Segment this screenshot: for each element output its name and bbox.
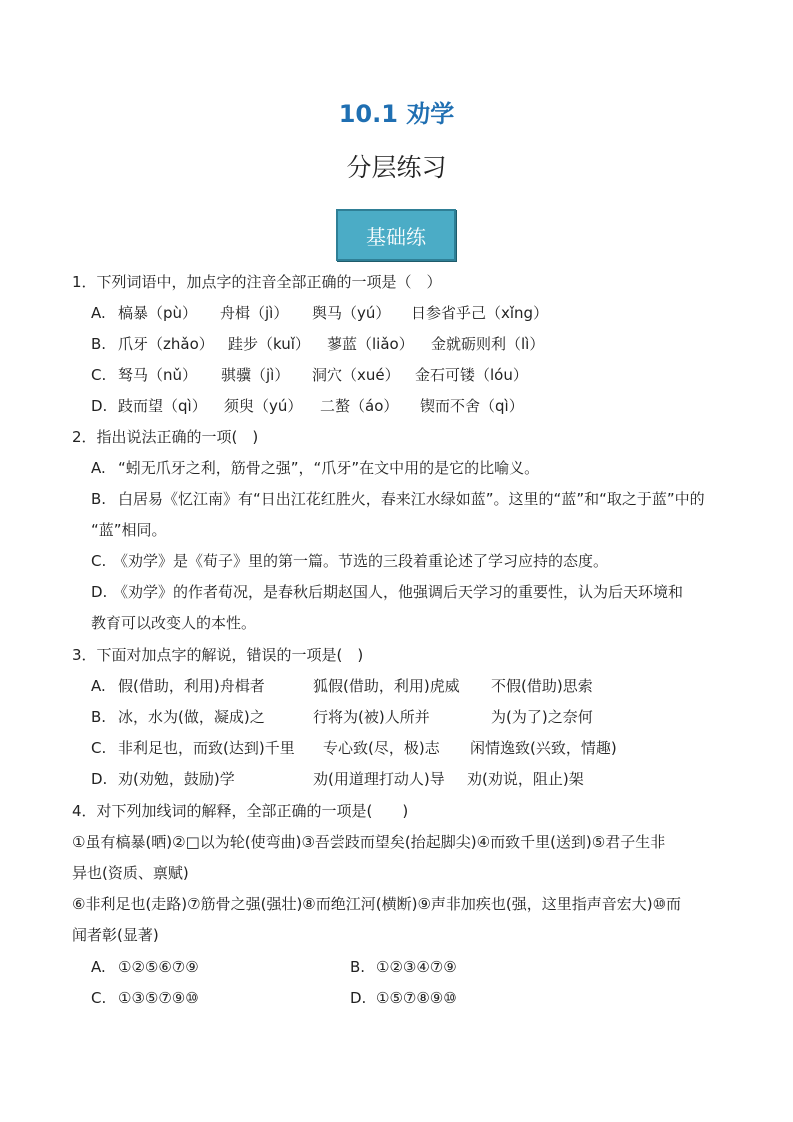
question-2-option-a-label: A. xyxy=(91,459,106,477)
page-title: 10.1 劝学 xyxy=(338,100,455,128)
question-1-option-a-label: A. xyxy=(91,304,106,322)
question-1-option-b-label: B. xyxy=(91,335,107,353)
question-4-line-1: ①虽有槁暴(晒)②□以为轮(使弯曲)③吾尝跂而望矣(抬起脚尖)④而致千里(送到)⑤君子生非 xyxy=(72,833,666,851)
question-1-option-b-item-2: 跬步（kuǐ） xyxy=(228,335,310,353)
question-3-stem: 3．下面对加点字的解说，错误的一项是( ) xyxy=(72,646,364,664)
page-subtitle: 分层练习 xyxy=(346,153,447,182)
question-4-option-d-label: D. xyxy=(350,989,367,1007)
question-1-option-d-item-3: 二螯（áo） xyxy=(320,397,399,415)
question-3-option-c-item-2: 专心致(尽，极)志 xyxy=(323,739,440,757)
question-3-option-a-item-2: 狐假(借助，利用)虎威 xyxy=(313,677,460,695)
question-1-stem: 1．下列词语中，加点字的注音全部正确的一项是（ ） xyxy=(72,273,442,291)
question-4-stem: 4．对下列加线词的解释，全部正确的一项是( ) xyxy=(72,802,409,820)
question-1-option-c-item-3: 洞穴（xué） xyxy=(312,366,400,384)
question-1-option-b-item-1: 爪牙（zhǎo） xyxy=(118,335,214,353)
question-3-option-a-label: A. xyxy=(91,677,106,695)
question-4-option-d-text: ①⑤⑦⑧⑨⑩ xyxy=(376,989,457,1007)
question-3-option-d-item-3: 劝(劝说，阻止)架 xyxy=(467,770,584,788)
question-2-option-c-label: C. xyxy=(91,552,107,570)
question-4-option-b-label: B. xyxy=(350,958,366,976)
question-2-option-b-label: B. xyxy=(91,490,107,508)
question-3-option-c-item-3: 闲情逸致(兴致，情趣) xyxy=(470,739,617,757)
question-3-option-b-item-1: 冰，水为(做，凝成)之 xyxy=(118,708,265,726)
question-1-option-c-item-4: 金石可镂（lóu） xyxy=(415,366,528,384)
question-3-option-d-item-2: 劝(用道理打动人)导 xyxy=(313,770,445,788)
question-4-option-c-label: C. xyxy=(91,989,107,1007)
question-3-option-a-item-1: 假(借助，利用)舟楫者 xyxy=(118,677,265,695)
question-3-option-c-label: C. xyxy=(91,739,107,757)
question-3-option-b-item-3: 为(为了)之奈何 xyxy=(491,708,593,726)
question-1-option-d-item-2: 须臾（yú） xyxy=(224,397,303,415)
question-1-option-a-item-3: 舆马（yú） xyxy=(312,304,391,322)
question-1-option-c-item-2: 骐骥（jì） xyxy=(221,366,290,384)
question-3-option-c-item-1: 非利足也，而致(达到)千里 xyxy=(118,739,295,757)
question-3-option-d-label: D. xyxy=(91,770,108,788)
question-2-option-d-text: 《劝学》的作者荀况，是春秋后期赵国人，他强调后天学习的重要性，认为后天环境和 xyxy=(113,583,684,601)
question-2-option-b-text: 白居易《忆江南》有“日出江花红胜火，春来江水绿如蓝”。这里的“蓝”和“取之于蓝”中的 xyxy=(118,490,705,508)
question-4-line-3: ⑥非利足也(走路)⑦筋骨之强(强壮)⑧而绝江河(横断)⑨声非加疾也(强，这里指声音宏大)⑩而 xyxy=(72,895,682,913)
question-2-stem: 2．指出说法正确的一项( ) xyxy=(72,428,259,446)
question-1-option-a-item-4: 日参省乎己（xǐng） xyxy=(411,304,549,322)
section-badge xyxy=(336,209,456,261)
question-4-line-2: 异也(资质、禀赋) xyxy=(72,864,189,882)
question-2-option-a-text: “蚓无爪牙之利，筋骨之强”，“爪牙”在文中用的是它的比喻义。 xyxy=(118,459,540,477)
question-1-option-b-item-4: 金就砺则利（lì） xyxy=(431,335,545,353)
question-3-option-b-item-2: 行将为(被)人所并 xyxy=(313,708,430,726)
question-2-option-c-text: 《劝学》是《荀子》里的第一篇。节选的三段着重论述了学习应持的态度。 xyxy=(113,552,609,570)
question-1-option-a-item-1: 槁暴（pù） xyxy=(118,304,198,322)
question-3-option-d-item-1: 劝(劝勉，鼓励)学 xyxy=(118,770,235,788)
question-1-option-c-label: C. xyxy=(91,366,107,384)
question-2-option-d-label: D. xyxy=(91,583,108,601)
question-4-option-b-text: ①②③④⑦⑨ xyxy=(376,958,457,976)
question-1-option-d-item-4: 锲而不舍（qì） xyxy=(420,397,524,415)
question-4-line-4: 闻者彰(显著) xyxy=(72,926,159,944)
question-1-option-c-item-1: 驽马（nǔ） xyxy=(118,366,198,384)
section-badge-label: 基础练 xyxy=(366,224,426,249)
question-3-option-a-item-3: 不假(借助)思索 xyxy=(491,677,593,695)
question-4-option-a-label: A. xyxy=(91,958,106,976)
question-1-option-d-item-1: 跂而望（qì） xyxy=(118,397,207,415)
question-2-option-b-continuation: “蓝”相同。 xyxy=(91,521,167,539)
question-2-option-d-continuation: 教育可以改变人的本性。 xyxy=(91,614,257,632)
question-4-option-a-text: ①②⑤⑥⑦⑨ xyxy=(118,958,199,976)
question-1-option-d-label: D. xyxy=(91,397,108,415)
question-3-option-b-label: B. xyxy=(91,708,107,726)
question-4-option-c-text: ①③⑤⑦⑨⑩ xyxy=(118,989,199,1007)
question-1-option-b-item-3: 蓼蓝（liǎo） xyxy=(327,335,414,353)
question-1-option-a-item-2: 舟楫（jì） xyxy=(220,304,289,322)
